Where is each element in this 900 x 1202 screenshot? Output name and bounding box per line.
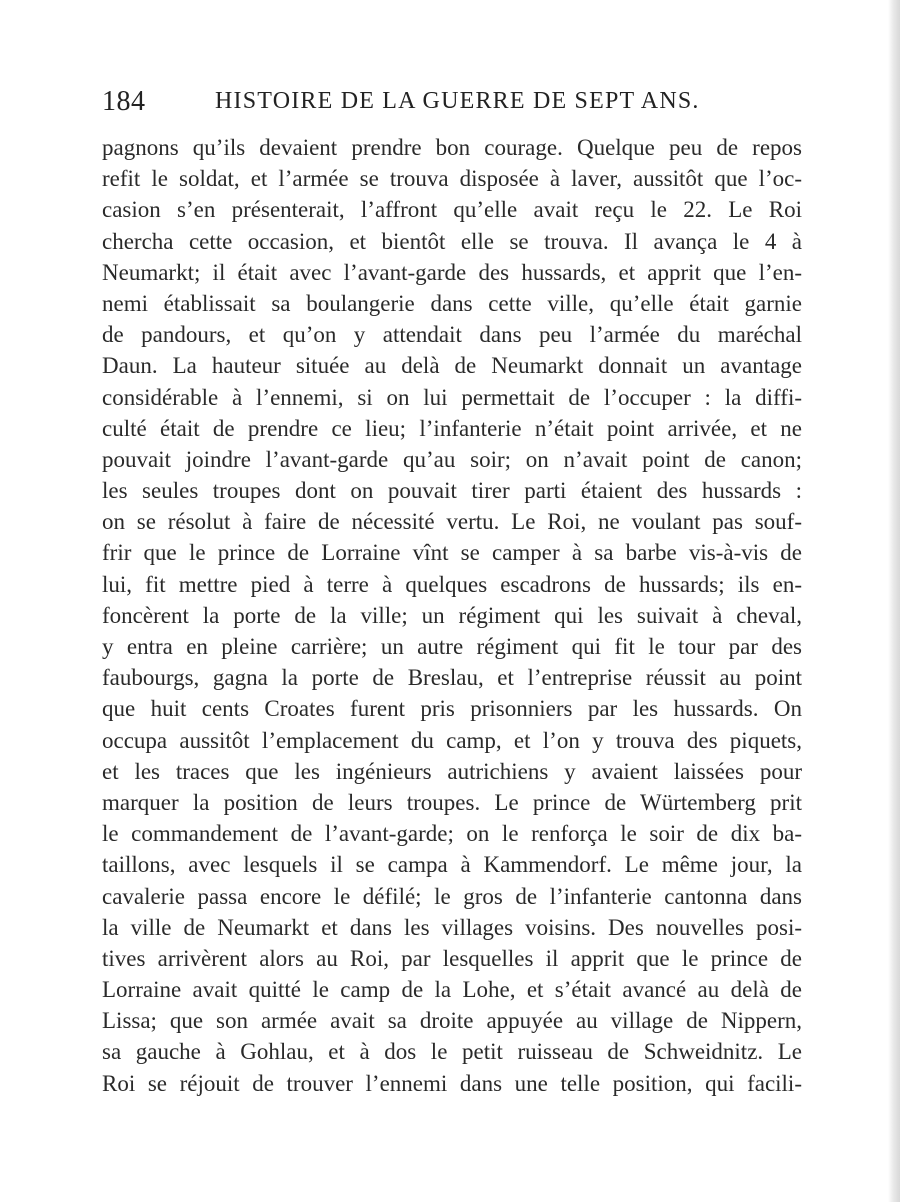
text-line: sa gauche à Gohlau, et à dos le petit ruisseau de Schweidnitz. Le [102, 1039, 802, 1065]
text-line: faubourgs, gagna la porte de Breslau, et l’entreprise réussit au point [102, 665, 802, 691]
text-line: et les traces que les ingénieurs autrichiens y avaient laissées pour [102, 758, 802, 784]
text-line: tives arrivèrent alors au Roi, par lesquelles il apprit que le prince de [102, 945, 802, 971]
text-line: marquer la position de leurs troupes. Le prince de Würtemberg prit [102, 789, 802, 815]
text-line: pouvait joindre l’avant-garde qu’au soir; on n’avait point de canon; [102, 446, 802, 472]
text-line: y entra en pleine carrière; un autre régiment qui fit le tour par des [102, 634, 802, 659]
page-edge-shadow [888, 0, 900, 1202]
text-line: Roi se réjouit de trouver l’ennemi dans une telle position, qui facili- [102, 1070, 802, 1096]
running-title: HISTOIRE DE LA GUERRE DE SEPT ANS. [215, 88, 700, 114]
text-line: casion s’en présenterait, l’affront qu’elle avait reçu le 22. Le Roi [102, 197, 802, 223]
text-line: de pandours, et qu’on y attendait dans peu l’armée du maréchal [102, 322, 802, 348]
text-line: Lissa; que son armée avait sa droite appuyée au village de Nippern, [102, 1008, 802, 1034]
text-line: foncèrent la porte de la ville; un régiment qui les suivait à cheval, [102, 602, 802, 628]
text-line: que huit cents Croates furent pris prisonniers par les hussards. On [102, 696, 802, 722]
text-line: le commandement de l’avant-garde; on le renforça le soir de dix ba- [102, 821, 802, 847]
text-line: lui, fit mettre pied à terre à quelques escadrons de hussards; ils en- [102, 571, 802, 597]
text-line: considérable à l’ennemi, si on lui permettait de l’occuper : la diffi- [102, 384, 802, 410]
text-line: pagnons qu’ils devaient prendre bon courage. Quelque peu de repos [102, 135, 802, 160]
text-line: Neumarkt; il était avec l’avant-garde des hussards, et apprit que l’en- [102, 259, 802, 285]
text-line: Daun. La hauteur située au delà de Neumarkt donnait un avantage [102, 353, 802, 379]
page-number: 184 [102, 86, 146, 117]
text-line: Lorraine avait quitté le camp de la Lohe, et s’était avancé au delà de [102, 977, 802, 1003]
text-line: nemi établissait sa boulangerie dans cette ville, qu’elle était garnie [102, 290, 802, 316]
text-line: taillons, avec lesquels il se campa à Kammendorf. Le même jour, la [102, 852, 802, 878]
text-line: refit le soldat, et l’armée se trouva disposée à laver, aussitôt que l’oc- [102, 166, 802, 192]
text-line: la ville de Neumarkt et dans les villages voisins. Des nouvelles posi- [102, 914, 802, 940]
text-line: occupa aussitôt l’emplacement du camp, et l’on y trouva des piquets, [102, 727, 802, 753]
text-line: frir que le prince de Lorraine vînt se camper à sa barbe vis-à-vis de [102, 540, 802, 566]
page-header [102, 86, 802, 122]
text-line: les seules troupes dont on pouvait tirer parti étaient des hussards : [102, 478, 802, 504]
body-text [102, 132, 802, 1099]
text-line: cavalerie passa encore le défilé; le gros de l’infanterie cantonna dans [102, 883, 802, 909]
text-line: on se résolut à faire de nécessité vertu. Le Roi, ne voulant pas souf- [102, 509, 802, 535]
text-line: culté était de prendre ce lieu; l’infanterie n’était point arrivée, et ne [102, 415, 802, 441]
text-line: chercha cette occasion, et bientôt elle se trouva. Il avança le 4 à [102, 228, 802, 254]
